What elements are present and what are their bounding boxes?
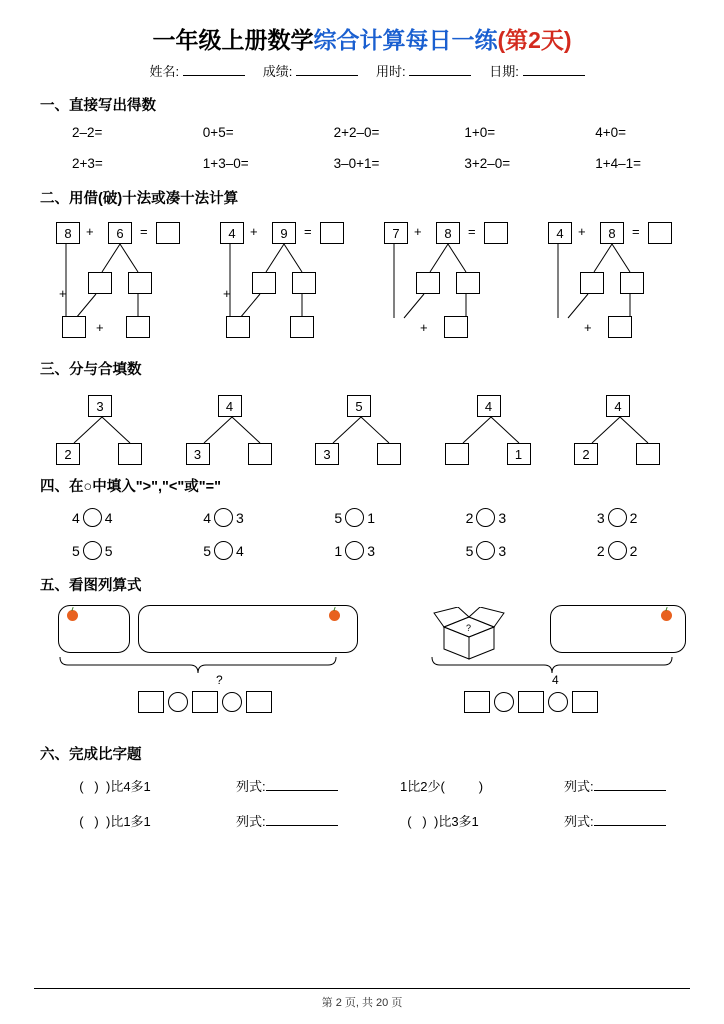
- left-number: 1: [334, 542, 343, 559]
- section-6-row-1: [34, 776, 690, 795]
- compare-circle[interactable]: [214, 508, 233, 527]
- formula-blank[interactable]: [266, 779, 338, 791]
- name-blank[interactable]: [183, 63, 245, 76]
- count-label-right: 4: [552, 673, 559, 687]
- answer-square[interactable]: [246, 691, 272, 713]
- formula-blank[interactable]: [594, 779, 666, 791]
- right-number: 3: [498, 542, 507, 559]
- answer-row-right: [464, 691, 598, 713]
- section-2-body: [34, 216, 690, 348]
- operator-circle[interactable]: [168, 692, 188, 712]
- sum-box-right[interactable]: [126, 316, 150, 338]
- compare-item: [165, 541, 296, 560]
- date-blank[interactable]: [523, 63, 585, 76]
- equals-sign: =: [468, 224, 476, 239]
- number-tree: [443, 393, 553, 465]
- operator-circle[interactable]: [222, 692, 242, 712]
- tree-top: 4: [218, 395, 242, 417]
- student-info-line: [34, 61, 690, 80]
- section-5-body: [34, 603, 690, 733]
- answer-square[interactable]: [464, 691, 490, 713]
- tree-left[interactable]: [445, 443, 469, 465]
- left-number: 5: [72, 542, 80, 559]
- plus-sign: +: [86, 224, 94, 239]
- compare-item: [296, 508, 427, 527]
- section-1-row-1: [34, 125, 690, 140]
- time-field: [376, 61, 471, 80]
- operand-b: 8: [436, 222, 460, 244]
- tree-right[interactable]: [118, 443, 142, 465]
- right-number: 3: [367, 542, 375, 559]
- compare-item: [34, 541, 165, 560]
- apple-group-box-2: [138, 605, 358, 653]
- plus-sign: +: [59, 286, 67, 301]
- time-label: 用时:: [376, 64, 406, 79]
- title-part-3: (第2天): [497, 27, 572, 53]
- page-title: [34, 22, 690, 55]
- compare-item: [296, 541, 427, 560]
- formula-blank-wrap: [526, 776, 690, 795]
- tree-top: 4: [606, 395, 630, 417]
- tree-left[interactable]: 2: [574, 443, 598, 465]
- apple-group-box-1: [58, 605, 130, 653]
- tree-top: 3: [88, 395, 112, 417]
- score-label: 成绩:: [262, 64, 293, 79]
- left-number: 5: [203, 542, 211, 559]
- apple-icon: [661, 610, 672, 621]
- sum-box-left[interactable]: [226, 316, 250, 338]
- formula-blank-wrap: [198, 776, 362, 795]
- right-number: 5: [104, 542, 113, 559]
- compare-circle[interactable]: [83, 541, 102, 560]
- answer-square[interactable]: [192, 691, 218, 713]
- plus-sign: +: [584, 320, 592, 335]
- compare-word-problem: [362, 811, 526, 830]
- formula-label: 列式:: [236, 779, 266, 794]
- expression: 2–2=: [72, 125, 103, 140]
- answer-square[interactable]: [572, 691, 598, 713]
- problem-text-end: ): [478, 779, 484, 794]
- blank-paren[interactable]: [445, 779, 479, 794]
- left-number: 3: [596, 509, 605, 526]
- plus-sign: +: [96, 320, 104, 335]
- score-blank[interactable]: [296, 63, 358, 76]
- expression: 0+5=: [202, 125, 234, 140]
- formula-blank[interactable]: [266, 814, 338, 826]
- decompose-box-right[interactable]: [456, 272, 480, 294]
- section-1-row-2: [34, 156, 690, 171]
- tree-top: 5: [347, 395, 371, 417]
- tree-left[interactable]: 3: [315, 443, 339, 465]
- formula-blank-wrap: [526, 811, 690, 830]
- compare-item: [559, 508, 690, 527]
- compare-item: [34, 508, 165, 527]
- compare-word-problem: [362, 776, 526, 795]
- plus-sign: +: [414, 224, 422, 239]
- apple-group-box-3: [550, 605, 686, 653]
- problem-text: )比3多1: [434, 814, 479, 829]
- page-footer: 第 2 页, 共 20 页: [34, 988, 690, 1010]
- right-number: 3: [236, 509, 244, 526]
- answer-row-left: [138, 691, 272, 713]
- answer-box[interactable]: [648, 222, 672, 244]
- decompose-box-left[interactable]: [88, 272, 112, 294]
- plus-sign: +: [223, 286, 231, 301]
- operator-circle[interactable]: [548, 692, 568, 712]
- question-mark-left: ?: [216, 673, 223, 687]
- blank-paren[interactable]: ( ): [79, 814, 99, 829]
- operand-a: 8: [56, 222, 80, 244]
- apple-icon: [329, 610, 340, 621]
- section-4-row-2: [34, 541, 690, 560]
- section-6-heading: 六、完成比字题: [40, 747, 142, 763]
- title-part-2: 综合计算每日一练: [313, 27, 498, 53]
- number-tree: [313, 393, 423, 465]
- right-number: 4: [104, 509, 113, 526]
- formula-label: 列式:: [564, 814, 594, 829]
- compare-item: [428, 508, 559, 527]
- sum-box-left[interactable]: [62, 316, 86, 338]
- equals-sign: =: [632, 224, 640, 239]
- expression: 2+3=: [72, 156, 103, 171]
- date-field: [489, 61, 584, 80]
- number-tree: [54, 393, 164, 465]
- answer-square[interactable]: [138, 691, 164, 713]
- right-number: 2: [629, 542, 638, 559]
- answer-box[interactable]: [320, 222, 344, 244]
- compare-circle[interactable]: [608, 508, 627, 527]
- sum-box-right[interactable]: [290, 316, 314, 338]
- equals-sign: =: [140, 224, 148, 239]
- left-number: 4: [203, 509, 211, 526]
- title-part-1: 一年级上册数学: [152, 27, 314, 53]
- brace-right: [430, 655, 686, 675]
- problem-text: )比4多1: [106, 779, 151, 794]
- split-unit: [380, 220, 520, 348]
- expression: 1+3–0=: [202, 156, 249, 171]
- name-field: [150, 61, 245, 80]
- score-field: [263, 61, 358, 80]
- expression: 4+0=: [595, 125, 626, 140]
- expression: 1+4–1=: [595, 156, 641, 171]
- operand-a: 7: [384, 222, 408, 244]
- compare-word-problem: [34, 811, 198, 830]
- decompose-box-right[interactable]: [128, 272, 152, 294]
- section-2-heading: 二、用借(破)十法或凑十法计算: [40, 191, 239, 207]
- answer-square[interactable]: [518, 691, 544, 713]
- decompose-box-right[interactable]: [620, 272, 644, 294]
- decompose-box-right[interactable]: [292, 272, 316, 294]
- left-number: 2: [465, 509, 474, 526]
- answer-box[interactable]: [156, 222, 180, 244]
- expression: 3–0+1=: [333, 156, 380, 171]
- decompose-box-left[interactable]: [416, 272, 440, 294]
- right-number: 4: [236, 542, 244, 559]
- time-blank[interactable]: [409, 63, 471, 76]
- compare-circle[interactable]: [214, 541, 233, 560]
- split-unit: [216, 220, 356, 348]
- section-6-row-2: [34, 811, 690, 830]
- compare-circle[interactable]: [345, 508, 364, 527]
- operand-a: 4: [220, 222, 244, 244]
- expression: 3+2–0=: [464, 156, 511, 171]
- formula-blank-wrap: [198, 811, 362, 830]
- tree-right[interactable]: [636, 443, 660, 465]
- tree-top: 4: [477, 395, 501, 417]
- operand-b: 6: [108, 222, 132, 244]
- problem-text: )比1多1: [106, 814, 151, 829]
- formula-label: 列式:: [564, 779, 594, 794]
- right-number: 1: [367, 509, 375, 526]
- split-unit: [544, 220, 684, 348]
- decompose-box-left[interactable]: [580, 272, 604, 294]
- left-number: 5: [465, 542, 474, 559]
- section-3-heading: 三、分与合填数: [40, 362, 142, 378]
- name-label: 姓名:: [149, 64, 180, 79]
- compare-item: [559, 541, 690, 560]
- apple-icon: [67, 610, 78, 621]
- sum-box-right[interactable]: [608, 316, 632, 338]
- operator-circle[interactable]: [494, 692, 514, 712]
- tree-right[interactable]: [377, 443, 401, 465]
- sum-box-right[interactable]: [444, 316, 468, 338]
- section-4-heading: 四、在○中填入">","<"或"=": [40, 479, 221, 495]
- compare-circle[interactable]: [476, 508, 495, 527]
- compare-item: [428, 541, 559, 560]
- split-unit: [52, 220, 192, 348]
- section-3-body: [34, 387, 690, 465]
- number-tree: [184, 393, 294, 465]
- brace-left: [58, 655, 358, 675]
- plus-sign: +: [250, 224, 258, 239]
- operand-a: 4: [548, 222, 572, 244]
- left-number: 2: [596, 542, 605, 559]
- section-5-heading: 五、看图列算式: [40, 578, 142, 594]
- compare-item: [165, 508, 296, 527]
- operand-b: 9: [272, 222, 296, 244]
- answer-box[interactable]: [484, 222, 508, 244]
- expression: 2+2–0=: [333, 125, 380, 140]
- tree-left[interactable]: 2: [56, 443, 80, 465]
- left-number: 5: [334, 509, 343, 526]
- tree-right[interactable]: 1: [507, 443, 531, 465]
- number-tree: [572, 393, 682, 465]
- compare-circle[interactable]: [83, 508, 102, 527]
- date-label: 日期:: [489, 64, 519, 79]
- plus-sign: +: [578, 224, 586, 239]
- tree-right[interactable]: [248, 443, 272, 465]
- compare-circle[interactable]: [345, 541, 364, 560]
- svg-text:?: ?: [466, 623, 472, 633]
- right-number: 3: [498, 509, 507, 526]
- section-1-heading: 一、直接写出得数: [40, 98, 156, 114]
- section-4-row-1: [34, 508, 690, 527]
- blank-paren[interactable]: ( ): [79, 779, 99, 794]
- compare-circle[interactable]: [608, 541, 627, 560]
- formula-label: 列式:: [236, 814, 266, 829]
- right-number: 2: [629, 509, 638, 526]
- equals-sign: =: [304, 224, 312, 239]
- compare-word-problem: [34, 776, 198, 795]
- compare-circle[interactable]: [476, 541, 495, 560]
- problem-text: 1比2少(: [400, 779, 445, 794]
- plus-sign: +: [420, 320, 428, 335]
- decompose-box-left[interactable]: [252, 272, 276, 294]
- left-number: 4: [72, 509, 80, 526]
- operand-b: 8: [600, 222, 624, 244]
- tree-left[interactable]: 3: [186, 443, 210, 465]
- blank-paren[interactable]: ( ): [407, 814, 427, 829]
- expression: 1+0=: [464, 125, 496, 140]
- formula-blank[interactable]: [594, 814, 666, 826]
